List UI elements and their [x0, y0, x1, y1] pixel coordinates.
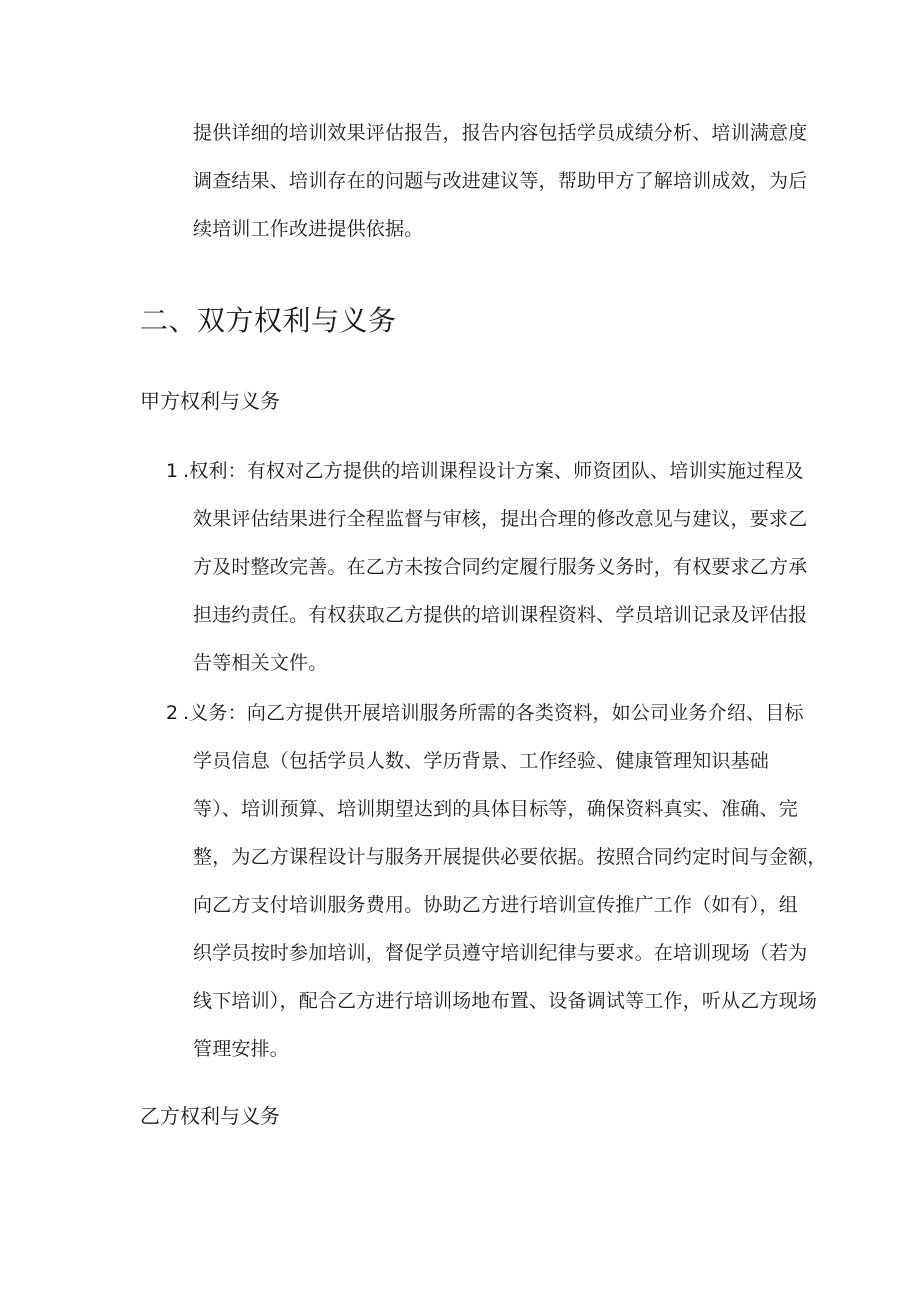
item-line: 学员信息（包括学员人数、学历背景、工作经验、健康管理知识基础 — [193, 750, 770, 772]
intro-line: 提供详细的培训效果评估报告，报告内容包括学员成绩分析、培训满意度 — [193, 122, 808, 144]
item-number: 2 — [166, 702, 179, 724]
party-b-title: 乙方权利与义务 — [140, 1104, 280, 1128]
intro-line: 调查结果、培训存在的问题与改进建议等，帮助甲方了解培训成效，为后 — [193, 170, 808, 192]
item-line: 担违约责任。有权获取乙方提供的培训课程资料、学员培训记录及评估报 — [193, 604, 808, 626]
item-line: 向乙方支付培训服务费用。协助乙方进行培训宣传推广工作（如有），组 — [193, 894, 798, 916]
item-line: .义务：向乙方提供开展培训服务所需的各类资料，如公司业务介绍、目标 — [183, 702, 804, 724]
item-line: 效果评估结果进行全程监督与审核，提出合理的修改意见与建议，要求乙 — [193, 508, 808, 530]
item-line: 织学员按时参加培训，督促学员遵守培训纪律与要求。在培训现场（若为 — [193, 942, 808, 964]
item-line: 整，为乙方课程设计与服务开展提供必要依据。按照合同约定时间与金额， — [193, 846, 827, 868]
item-line: 线下培训），配合乙方进行培训场地布置、设备调试等工作，听从乙方现场 — [193, 990, 818, 1012]
item-line: 方及时整改完善。在乙方未按合同约定履行服务义务时，有权要求乙方承 — [193, 556, 808, 578]
item-line: 等）、培训预算、培训期望达到的具体目标等，确保资料真实、准确、完 — [193, 798, 798, 820]
party-a-title: 甲方权利与义务 — [140, 389, 280, 413]
item-line: .权利：有权对乙方提供的培训课程设计方案、师资团队、培训实施过程及 — [183, 460, 804, 482]
item-line: 管理安排。 — [193, 1038, 290, 1060]
intro-line: 续培训工作改进提供依据。 — [193, 218, 424, 240]
item-line: 告等相关文件。 — [193, 652, 328, 674]
section-heading: 二、双方权利与义务 — [140, 304, 397, 337]
item-number: 1 — [166, 460, 179, 482]
